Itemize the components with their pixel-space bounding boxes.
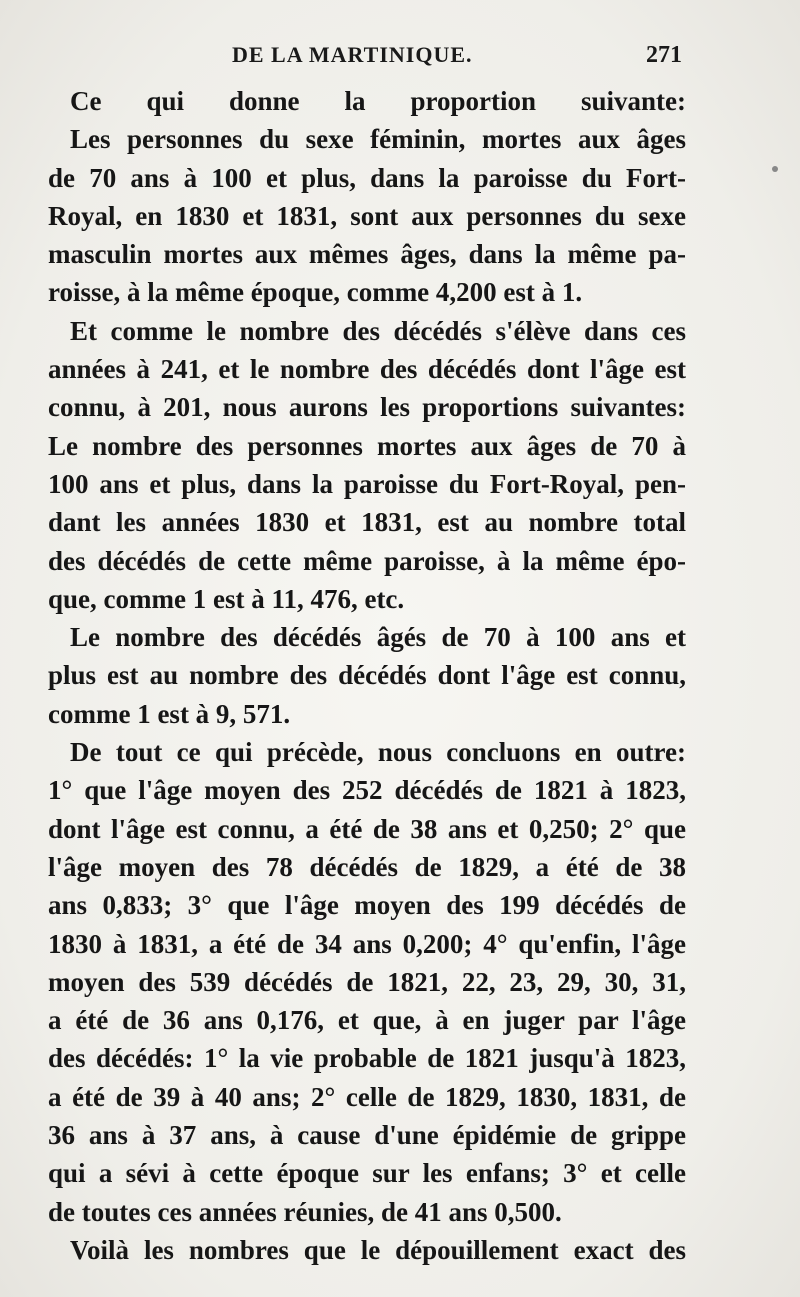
text-line: a été de 36 ans 0,176, et que, à en juger par l'âge xyxy=(48,1005,686,1036)
text-line: de 70 ans à 100 et plus, dans la paroisse du Fort- xyxy=(48,162,686,193)
text-line: 100 ans et plus, dans la paroisse du Fort-Royal, pen- xyxy=(48,468,686,499)
text-line: 1° que l'âge moyen des 252 décédés de 1821 à 1823, xyxy=(48,775,686,806)
text-line: masculin mortes aux mêmes âges, dans la même pa- xyxy=(48,239,686,270)
text-line: l'âge moyen des 78 décédés de 1829, a été de 38 xyxy=(48,851,686,882)
body-text xyxy=(48,82,686,1269)
text-line: Royal, en 1830 et 1831, sont aux personnes du sexe xyxy=(48,200,686,231)
text-line: 1830 à 1831, a été de 34 ans 0,200; 4° qu'enfin, l'âge xyxy=(48,928,686,959)
text-line: que, comme 1 est à 11, 476, etc. xyxy=(48,583,405,614)
text-line: des décédés: 1° la vie probable de 1821 jusqu'à 1823, xyxy=(48,1043,686,1074)
text-line: comme 1 est à 9, 571. xyxy=(48,698,291,729)
running-head: DE LA MARTINIQUE. xyxy=(232,42,473,67)
text-line: Et comme le nombre des décédés s'élève dans ces xyxy=(70,315,686,346)
text-line: années à 241, et le nombre des décédés dont l'âge est xyxy=(48,354,686,385)
text-line: dant les années 1830 et 1831, est au nombre total xyxy=(48,507,686,538)
text-line: connu, à 201, nous aurons les proportions suivantes: xyxy=(48,392,686,423)
text-line: 36 ans à 37 ans, à cause d'une épidémie de grippe xyxy=(48,1120,686,1151)
text-line: Les personnes du sexe féminin, mortes aux âges xyxy=(70,124,686,155)
text-line: moyen des 539 décédés de 1821, 22, 23, 29, 30, 31, xyxy=(48,966,686,997)
text-line: ans 0,833; 3° que l'âge moyen des 199 décédés de xyxy=(48,890,686,921)
text-line: dont l'âge est connu, a été de 38 ans et 0,250; 2° que xyxy=(48,813,686,844)
page-number: 271 xyxy=(646,42,682,68)
text-line: De tout ce qui précède, nous concluons en outre: xyxy=(70,737,686,768)
text-line: Voilà les nombres que le dépouillement exact des xyxy=(70,1234,686,1265)
page-header xyxy=(40,40,688,78)
text-line: de toutes ces années réunies, de 41 ans 0,500. xyxy=(48,1196,562,1227)
text-line: a été de 39 à 40 ans; 2° celle de 1829, 1830, 1831, de xyxy=(48,1081,686,1112)
text-line: plus est au nombre des décédés dont l'âge est connu, xyxy=(48,660,686,691)
text-line: Ce qui donne la proportion suivante: xyxy=(70,86,686,116)
text-line: qui a sévi à cette époque sur les enfans; 3° et celle xyxy=(48,1158,686,1189)
ink-spot xyxy=(772,166,778,172)
text-line: roisse, à la même époque, comme 4,200 est à 1. xyxy=(48,277,583,308)
text-line: Le nombre des décédés âgés de 70 à 100 ans et xyxy=(70,622,686,653)
text-line: Le nombre des personnes mortes aux âges de 70 à xyxy=(48,430,686,461)
text-line: des décédés de cette même paroisse, à la même épo- xyxy=(48,545,686,576)
